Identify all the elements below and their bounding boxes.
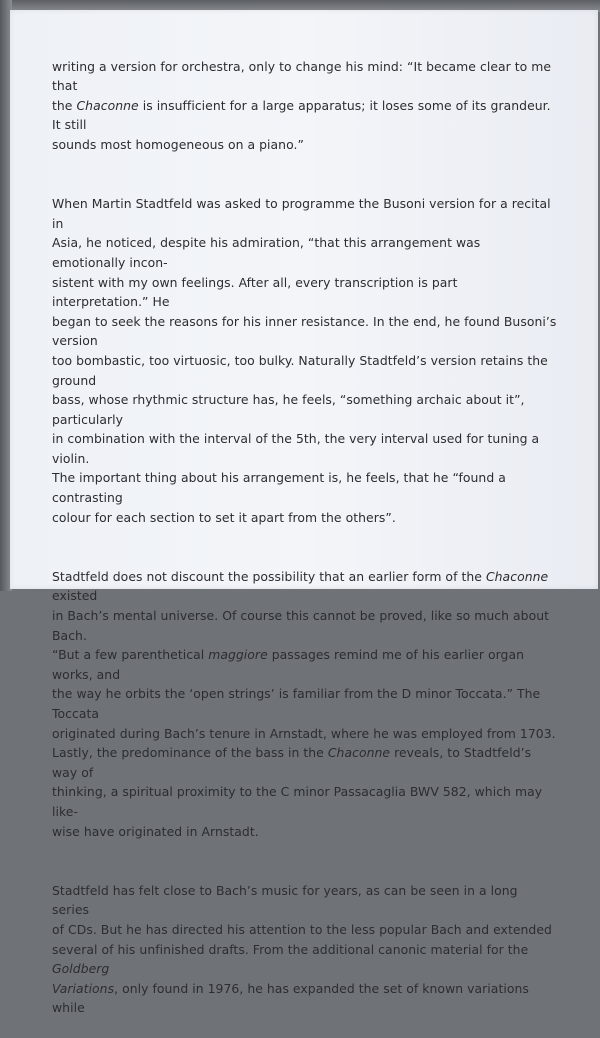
body-text: [52, 37, 557, 1038]
paragraph-2: [52, 175, 557, 528]
text-segment: When Martin Stadtfeld was asked to programme the Busoni version for a recital in Asia, he noticed, despite his admiration, “that this arrangement was emotionally incon- sistent with my own feelings. After all, every transcription is part interpretation.” He began to seek the reasons for his inner resistance. In the end, he found Busoni’s version too bombastic, too virtuosic, too bulky. Naturally Stadtfeld’s version retains the ground bass, whose rhythmic structure has, he feels, “something archaic about it”, particularly in combination with the interval of the 5th, the very interval used for tuning a violin. The important thing about his arrangement is, he feels, that he “found a contrasting colour for each section to set it apart from the others”.: [52, 196, 557, 525]
paragraph-3: [52, 547, 557, 841]
text-segment: Stadtfeld does not discount the possibility that an earlier form of the: [52, 568, 486, 584]
text-segment-italic: Chaconne: [76, 97, 139, 113]
text-segment-italic: Goldberg Variations: [52, 961, 115, 996]
text-segment: Stadtfeld has felt close to Bach’s music for years, as can be seen in a long series of CDs. But he has directed his attention to the less popular Bach and extended several of his unfinished drafts. From the additional canonic material for the: [52, 882, 552, 957]
text-segment-italic: Chaconne: [327, 745, 391, 761]
text-segment-italic: Chaconne: [485, 568, 549, 584]
text-segment: , only found in 1976, he has expanded the set of known variations while: [52, 980, 529, 1016]
text-segment: reveals, to Stadtfeld’s way of thinking, a spiritual proximity to the C minor Passacaglia BWV 582, which may like- wise have originated in Arnstadt.: [52, 745, 543, 839]
text-segment: writing a version for orchestra, only to change his mind: “It became clear to me that the: [52, 58, 552, 113]
paragraph-1: [52, 37, 557, 155]
text-segment: existed in Bach’s mental universe. Of course this cannot be proved, like so much about Bach. “But a few parenthetical: [52, 588, 550, 663]
text-segment: passages remind me of his earlier organ works, and the way he orbits the ‘open strings’ is familiar from the D minor Toccata.” The Toccata originated during Bach’s tenure in Arnstadt, where he was employed from 1703. Lastly, the predominance of the bass in the: [52, 647, 556, 761]
paragraph-4: [52, 861, 557, 1018]
text-segment-italic: maggiore: [208, 647, 268, 663]
text-segment: is insufficient for a large apparatus; it loses some of its grandeur. It still sounds most homogeneous on a piano.”: [52, 97, 551, 152]
